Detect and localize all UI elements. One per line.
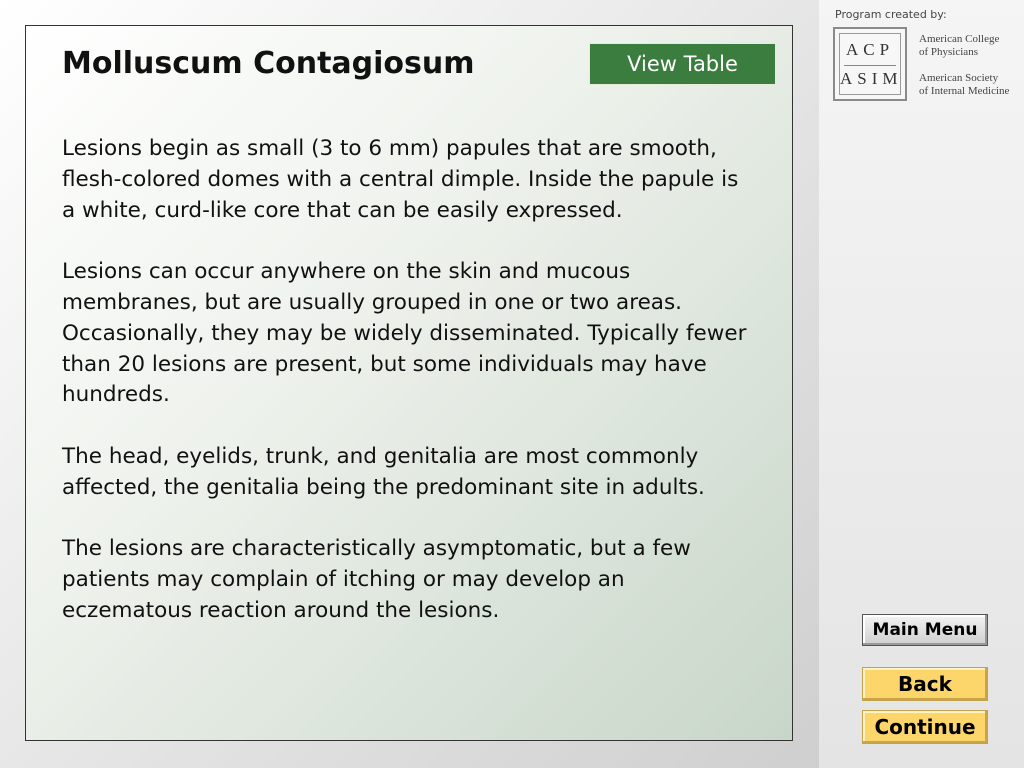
content-panel <box>25 25 793 741</box>
logo-divider <box>844 65 896 66</box>
acp-asim-logo <box>833 27 907 101</box>
paragraph-3: The head, eyelids, trunk, and genitalia are most commonly affected, the genitalia being the predominant site in adults. <box>62 443 705 500</box>
org-asim-name <box>919 72 1019 98</box>
paragraph-2: Lesions can occur anywhere on the skin and mucous membranes, but are usually grouped in one or two areas. Occasionally, they may be widely disseminated. Typically fewer than 20 lesions are present, but some individuals may have hundreds. <box>62 259 747 408</box>
org-acp-name <box>919 33 1019 59</box>
org-acp-line-1: American College <box>919 33 1000 45</box>
paragraph-4: The lesions are characteristically asymptomatic, but a few patients may complain of itching or may develop an eczematous reaction around the lesions. <box>62 536 691 623</box>
logo-acp-text: ACP <box>845 40 895 59</box>
logo-inner-frame <box>839 33 901 95</box>
org-asim-line-2: of Internal Medicine <box>919 85 1010 97</box>
paragraph-1: Lesions begin as small (3 to 6 mm) papules that are smooth, flesh-colored domes with a central dimple. Inside the papule is a white, curd-like core that can be easily expressed. <box>62 136 739 223</box>
sidebar <box>819 0 1024 768</box>
org-acp-line-2: of Physicians <box>919 46 978 58</box>
page-title: Molluscum Contagiosum <box>62 46 475 81</box>
program-created-by-label: Program created by: <box>835 8 947 21</box>
body-text <box>62 134 752 658</box>
continue-button[interactable]: Continue <box>862 710 988 744</box>
back-button[interactable]: Back <box>862 667 988 701</box>
view-table-button[interactable]: View Table <box>589 43 776 85</box>
main-menu-button[interactable]: Main Menu <box>862 614 988 646</box>
org-asim-line-1: American Society <box>919 72 999 84</box>
logo-asim-text: ASIM <box>840 69 903 88</box>
